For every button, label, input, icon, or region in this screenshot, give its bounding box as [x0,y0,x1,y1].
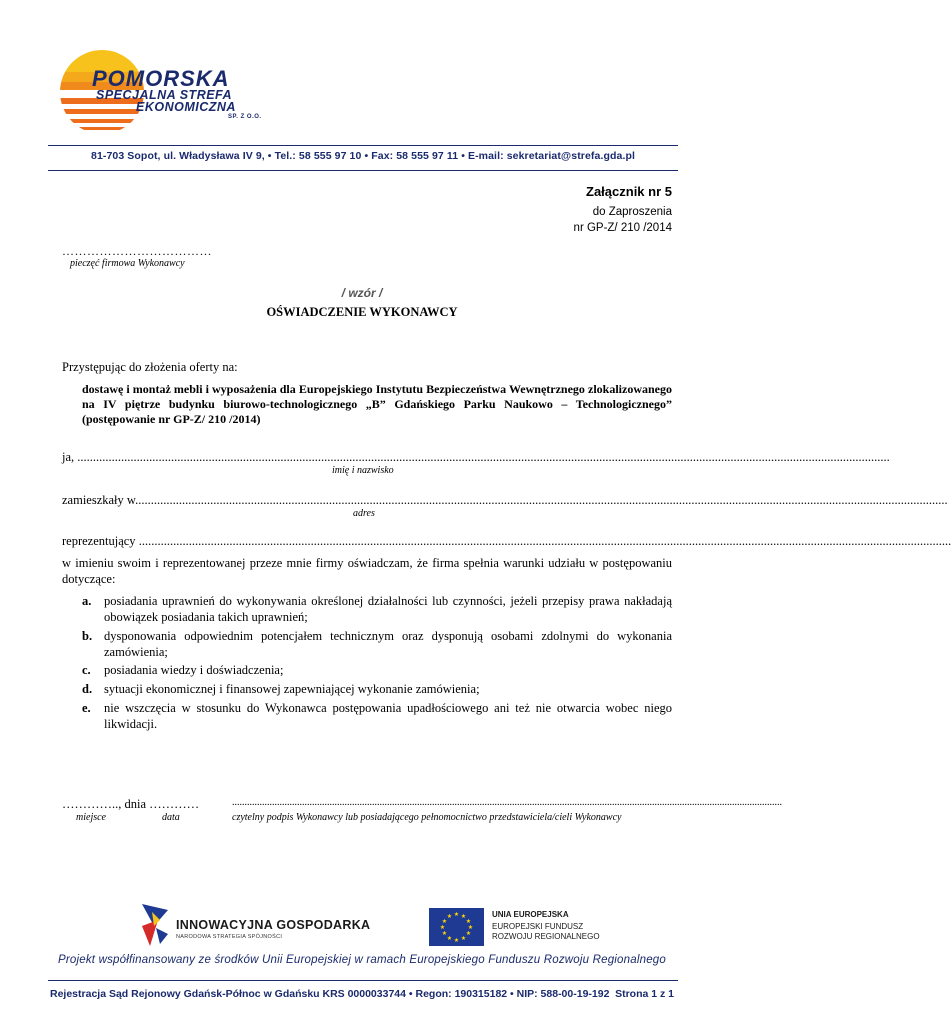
attachment-title: Załącznik nr 5 [586,184,672,199]
svg-text:★: ★ [460,913,467,920]
svg-text:★: ★ [465,930,472,937]
stamp-caption: pieczęć firmowa Wykonawcy [70,258,185,269]
address-dots: .................................................................................................................................................................................................................................................................... [135,493,948,507]
innovative-economy-name: INNOWACYJNA GOSPODARKA [176,918,371,932]
name-field [62,450,890,465]
attachment-line-1: do Zaproszenia [592,206,672,218]
eu-flag-icon [429,908,484,946]
condition-text: nie wszczęcia w stosunku do Wykonawca postępowania upadłościowego ani też nie otwarcia wobec niego likwidacji. [104,701,672,731]
company-address: 81-703 Sopot, ul. Władysława IV 9, • Tel.: 58 555 97 10 • Fax: 58 555 97 11 • E-mail: sekretariat@strefa.gda.pl [91,150,635,162]
logo-line-4: SP. Z O.O. [228,114,262,120]
footer-registration: Rejestracja Sąd Rejonowy Gdańsk-Północ w Gdańsku KRS 0000033744 • Regon: 190315182 • NIP: 588-00-19-192 [50,988,610,1000]
innovative-economy-logo-icon [140,900,170,948]
name-caption: imię i nazwisko [332,465,394,476]
logo-line-1: POMORSKA [92,66,230,91]
attachment-line-2: nr GP-Z/ 210 /2014 [573,222,672,234]
signature-caption: czytelny podpis Wykonawcy lub posiadającego pełnomocnictwo przedstawiciela/cieli Wykonawcy [232,812,622,823]
condition-label: c. [82,663,91,677]
innovative-economy-subtitle: NARODOWA STRATEGIA SPÓJNOŚCI [176,934,283,940]
stamp-placeholder: ……………………………… [62,244,212,258]
representing-field [62,534,951,549]
condition-item [62,628,672,660]
statement-text: w imieniu swoim i reprezentowanej przeze mnie firmy oświadczam, że firma spełnia warunki udziału w postępowaniu dotyczące: [62,556,672,586]
name-label: ja, [62,450,78,464]
header-rule-top [48,145,678,146]
condition-label: b. [82,629,93,643]
intro-text: Przystępując do złożenia oferty na: [62,360,238,374]
svg-text:★: ★ [460,935,467,942]
condition-label: d. [82,682,93,696]
address-label: zamieszkały w [62,493,136,507]
svg-text:★: ★ [453,911,460,918]
eu-line-2: EUROPEJSKI FUNDUSZ [492,922,584,931]
eu-line-1: UNIA EUROPEJSKA [492,910,569,919]
condition-text: posiadania wiedzy i doświadczenia; [104,663,284,677]
subject-text: dostawę i montaż mebli i wyposażenia dla Europejskiego Instytutu Bezpieczeństwa Wewnętrznego zlokalizowanego na IV piętrze budynku biurowo-technologicznego „B” Gdańskiego Parku Naukowo – Technologicznego” (postępowanie nr GP-Z/ 210 /2014) [82,382,672,426]
condition-label: e. [82,701,91,715]
page-number: Strona 1 z 1 [615,988,674,1000]
footer-rule [48,980,678,981]
header-rule-bottom [48,170,678,171]
svg-text:★: ★ [439,924,446,931]
svg-text:★: ★ [465,918,472,925]
address-field [62,493,948,508]
name-dots: .................................................................................................................................................................................................................................................................... [77,450,890,464]
condition-item [62,662,672,678]
date-caption: data [162,812,180,823]
logo-line-3: EKONOMICZNA [136,100,236,114]
condition-item [62,593,672,625]
eu-line-3: ROZWOJU REGIONALNEGO [492,932,600,941]
place-caption: miejsce [76,812,106,823]
condition-label: a. [82,594,92,608]
representing-dots: .................................................................................................................................................................................................................................................................... [138,534,951,548]
place-date-placeholder: ………….., dnia ………… [62,797,200,811]
cofinance-note: Projekt współfinansowany ze środków Unii Europejskiej w ramach Europejskiego Funduszu Rozwoju Regionalnego [57,954,666,966]
svg-text:★: ★ [453,937,460,944]
condition-text: sytuacji ekonomicznej i finansowej zapewniającej wykonanie zamówienia; [104,682,480,696]
template-mark: / wzór / [341,286,383,300]
condition-item [62,681,672,697]
logo-line-2: SPECJALNA STREFA [96,88,233,102]
company-logo [50,48,290,140]
svg-text:★: ★ [441,930,448,937]
condition-text: dysponowania odpowiednim potencjałem technicznym oraz dysponują osobami zdolnymi do wykonania zamówienia; [104,629,672,659]
signature-dots: ............................................................................................................................................................................................................................ [232,797,782,808]
condition-text: posiadania uprawnień do wykonywania określonej działalności lub czynności, jeżeli przepisy prawa nakładają obowiązek posiadania takich uprawnień; [104,594,672,624]
svg-text:★: ★ [467,924,474,931]
condition-item [62,700,672,732]
svg-text:★: ★ [446,935,453,942]
address-caption: adres [353,508,375,519]
svg-text:★: ★ [446,913,453,920]
svg-text:★: ★ [441,918,448,925]
representing-label: reprezentujący [62,534,139,548]
document-title: OŚWIADCZENIE WYKONAWCY [266,305,458,319]
